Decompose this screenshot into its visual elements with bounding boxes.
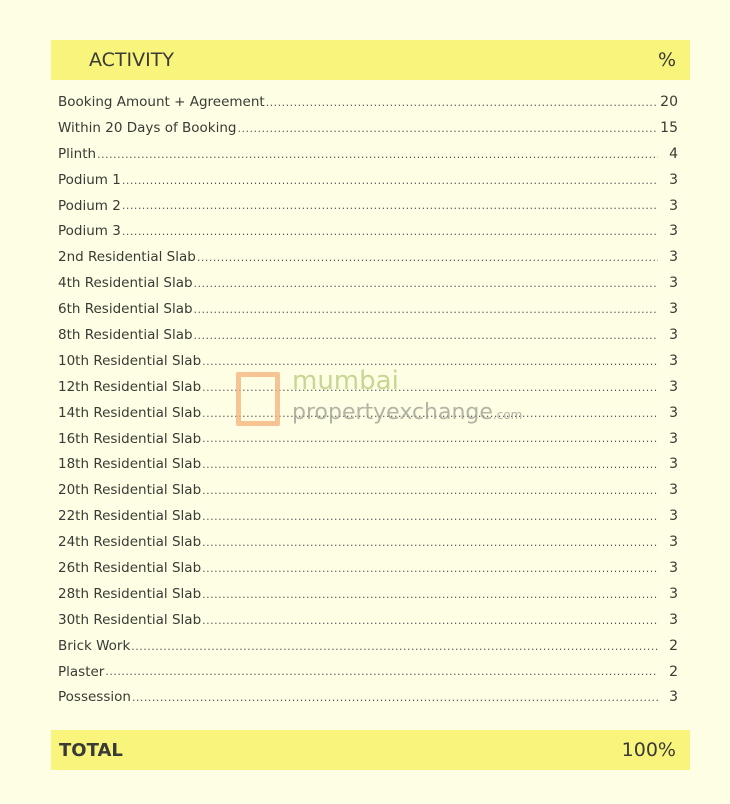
activity-percent: 3 bbox=[669, 275, 678, 292]
activity-percent: 20 bbox=[660, 93, 678, 110]
payment-schedule-list bbox=[58, 89, 678, 710]
activity-label: Within 20 Days of Booking bbox=[58, 119, 237, 136]
watermark-suffix: .com bbox=[492, 408, 523, 422]
dot-leader bbox=[122, 174, 658, 193]
activity-label: 14th Residential Slab bbox=[58, 404, 202, 421]
activity-percent: 3 bbox=[669, 611, 678, 628]
list-item bbox=[58, 426, 678, 452]
activity-label: 4th Residential Slab bbox=[58, 275, 193, 292]
list-item bbox=[58, 503, 678, 529]
activity-percent: 4 bbox=[669, 145, 678, 162]
list-item bbox=[58, 684, 678, 710]
dot-leader bbox=[202, 536, 658, 555]
list-item bbox=[58, 659, 678, 685]
activity-label: Plaster bbox=[58, 663, 105, 680]
activity-percent: 3 bbox=[669, 171, 678, 188]
dot-leader bbox=[266, 96, 656, 115]
list-item bbox=[58, 555, 678, 581]
activity-label: 20th Residential Slab bbox=[58, 482, 202, 499]
list-item bbox=[58, 89, 678, 115]
dot-leader bbox=[202, 484, 658, 503]
activity-percent: 3 bbox=[669, 197, 678, 214]
activity-percent: 3 bbox=[669, 352, 678, 369]
dot-leader bbox=[202, 614, 658, 633]
list-item bbox=[58, 218, 678, 244]
dot-leader bbox=[122, 225, 658, 244]
activity-label: Booking Amount + Agreement bbox=[58, 93, 265, 110]
watermark-line2-text: propertyexchange bbox=[292, 400, 493, 425]
activity-percent: 3 bbox=[669, 456, 678, 473]
dot-leader bbox=[97, 148, 658, 167]
list-item bbox=[58, 167, 678, 193]
activity-percent: 3 bbox=[669, 378, 678, 395]
activity-percent: 3 bbox=[669, 534, 678, 551]
dot-leader bbox=[194, 277, 658, 296]
dot-leader bbox=[197, 251, 658, 270]
dot-leader bbox=[105, 665, 658, 684]
dot-leader bbox=[202, 458, 658, 477]
dot-leader bbox=[202, 432, 658, 451]
list-item bbox=[58, 529, 678, 555]
list-item bbox=[58, 477, 678, 503]
activity-label: Podium 1 bbox=[58, 171, 121, 188]
activity-percent: 3 bbox=[669, 559, 678, 576]
list-item bbox=[58, 193, 678, 219]
activity-label: Podium 3 bbox=[58, 223, 121, 240]
activity-label: Brick Work bbox=[58, 637, 131, 654]
list-item bbox=[58, 607, 678, 633]
activity-percent: 2 bbox=[669, 637, 678, 654]
activity-heading: ACTIVITY bbox=[89, 49, 174, 71]
activity-label: 6th Residential Slab bbox=[58, 301, 193, 318]
total-label: TOTAL bbox=[59, 739, 123, 761]
list-item bbox=[58, 348, 678, 374]
list-item bbox=[58, 633, 678, 659]
list-item bbox=[58, 322, 678, 348]
activity-label: Possession bbox=[58, 689, 131, 706]
activity-percent: 3 bbox=[669, 404, 678, 421]
total-row bbox=[51, 730, 690, 770]
watermark-line1: mumbai bbox=[292, 366, 399, 396]
activity-percent: 3 bbox=[669, 430, 678, 447]
activity-label: 18th Residential Slab bbox=[58, 456, 202, 473]
activity-percent: 15 bbox=[660, 119, 678, 136]
activity-percent: 3 bbox=[669, 482, 678, 499]
dot-leader bbox=[202, 510, 658, 529]
dot-leader bbox=[237, 122, 656, 141]
dot-leader bbox=[132, 691, 658, 710]
dot-leader bbox=[202, 381, 658, 400]
dot-leader bbox=[194, 329, 658, 348]
total-value: 100% bbox=[621, 739, 676, 761]
list-item bbox=[58, 400, 678, 426]
activity-percent: 3 bbox=[669, 689, 678, 706]
activity-percent: 3 bbox=[669, 585, 678, 602]
activity-label: 30th Residential Slab bbox=[58, 611, 202, 628]
list-item bbox=[58, 374, 678, 400]
activity-label: 8th Residential Slab bbox=[58, 326, 193, 343]
activity-label: 16th Residential Slab bbox=[58, 430, 202, 447]
dot-leader bbox=[202, 562, 658, 581]
dot-leader bbox=[202, 588, 658, 607]
dot-leader bbox=[202, 355, 658, 374]
activity-percent: 2 bbox=[669, 663, 678, 680]
activity-percent: 3 bbox=[669, 249, 678, 266]
activity-label: 12th Residential Slab bbox=[58, 378, 202, 395]
dot-leader bbox=[131, 640, 658, 659]
activity-label: 2nd Residential Slab bbox=[58, 249, 196, 266]
list-item bbox=[58, 581, 678, 607]
activity-label: 28th Residential Slab bbox=[58, 585, 202, 602]
dot-leader bbox=[122, 199, 658, 218]
activity-label: 22th Residential Slab bbox=[58, 508, 202, 525]
activity-label: Plinth bbox=[58, 145, 97, 162]
list-item bbox=[58, 270, 678, 296]
activity-percent: 3 bbox=[669, 326, 678, 343]
activity-label: Podium 2 bbox=[58, 197, 121, 214]
activity-percent: 3 bbox=[669, 508, 678, 525]
dot-leader bbox=[202, 407, 658, 426]
dot-leader bbox=[194, 303, 658, 322]
list-item bbox=[58, 451, 678, 477]
activity-percent: 3 bbox=[669, 301, 678, 318]
table-header bbox=[51, 40, 690, 80]
activity-percent: 3 bbox=[669, 223, 678, 240]
list-item bbox=[58, 141, 678, 167]
activity-label: 10th Residential Slab bbox=[58, 352, 202, 369]
list-item bbox=[58, 115, 678, 141]
percent-heading: % bbox=[657, 49, 676, 71]
list-item bbox=[58, 244, 678, 270]
list-item bbox=[58, 296, 678, 322]
activity-label: 26th Residential Slab bbox=[58, 559, 202, 576]
activity-label: 24th Residential Slab bbox=[58, 534, 202, 551]
